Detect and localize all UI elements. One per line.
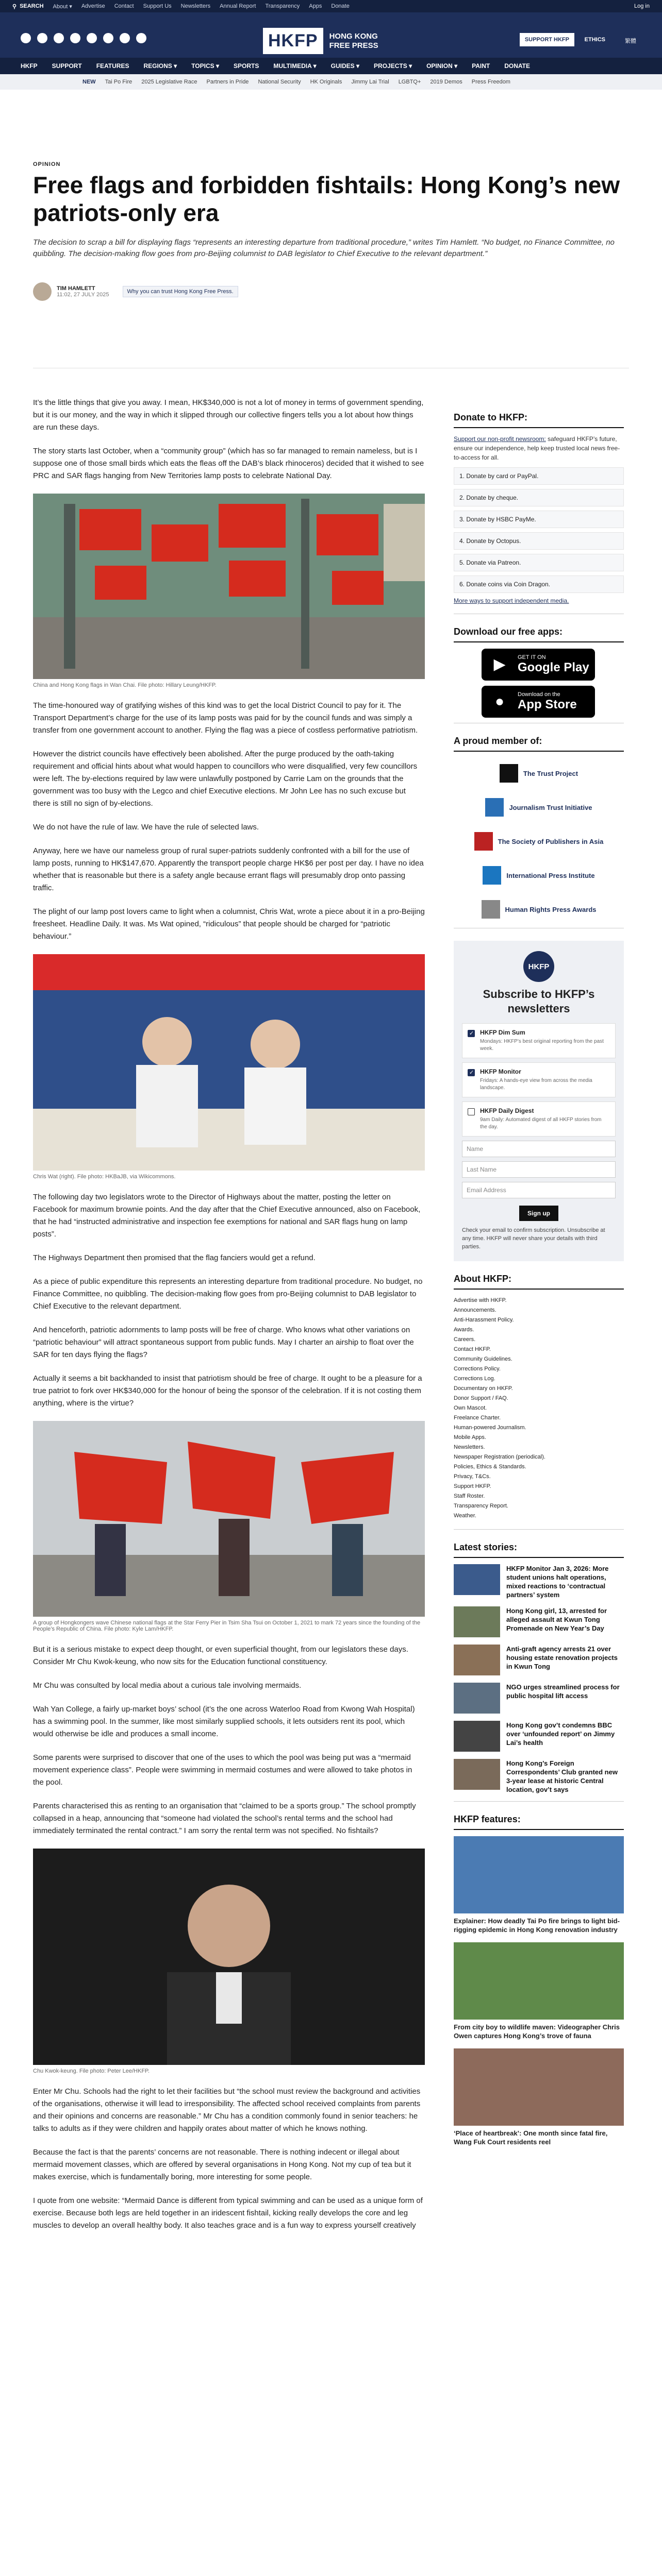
trending-bar: [0, 74, 662, 90]
signup-note: Check your email to confirm subscription. Unsubscribe at any time. HKFP will never share your details with third parties.: [462, 1227, 605, 1250]
story-title[interactable]: Hong Kong’s Foreign Correspondents’ Club granted new 3-year lease at historic Central location, gov’t says: [506, 1759, 618, 1793]
member-logo[interactable]: [454, 792, 624, 823]
logo-line-1: HONG KONG: [329, 31, 378, 41]
about-link[interactable]: Own Mascot.: [454, 1405, 487, 1411]
newsletter-desc: Mondays: HKFP’s best original reporting from the past week.: [480, 1039, 604, 1052]
feature-image: [454, 1942, 624, 2020]
support-button[interactable]: SUPPORT HKFP: [520, 33, 574, 46]
about-link[interactable]: Staff Roster.: [454, 1493, 485, 1499]
trending-label: NEW: [82, 79, 96, 85]
story-thumbnail: [454, 1721, 500, 1752]
facebook-icon[interactable]: [21, 33, 31, 43]
youtube-icon[interactable]: [87, 33, 97, 43]
trending-item[interactable]: National Security: [258, 79, 301, 85]
nav-regions[interactable]: REGIONS ▾: [143, 62, 177, 70]
paragraph: We do not have the rule of law. We have the rule of selected laws.: [33, 823, 259, 832]
donate-option[interactable]: 5. Donate via Patreon.: [454, 554, 624, 571]
logo-line-2: FREE PRESS: [329, 41, 378, 50]
about-link[interactable]: Corrections Policy.: [454, 1366, 501, 1372]
story-thumbnail: [454, 1759, 500, 1790]
apps-heading: Download our free apps:: [454, 626, 624, 642]
member-name: The Trust Project: [523, 769, 578, 777]
topbar-link-support[interactable]: Support Us: [143, 3, 172, 9]
paragraph: And henceforth, patriotic adornments to lamp posts will be free of charge. Who knows what other variations on “patriotic behaviour” will attract spontaneous support from public funds. May I charter an airship to float over the SAR for ten days flying the flags?: [33, 1326, 414, 1359]
paragraph: The story starts last October, when a “community group” (which has so far managed to remain nameless, but is I suppose one of those small birds which eats the fleas off the DAB’s black rhinoceros) decided that it wished to see PRC and SAR flags hanging from New Territories lamp posts to celebrate National Day.: [33, 447, 424, 480]
story-item[interactable]: [454, 1564, 624, 1599]
story-thumbnail: [454, 1606, 500, 1637]
publish-date: 11:02, 27 JULY 2025: [57, 292, 109, 298]
paragraph: But it is a serious mistake to expect deep thought, or even superficial thought, from our legislators these days. Consider Mr Chu Kwok-keung, who now sits for the Education functional constituency.: [33, 1645, 408, 1666]
social-links: [21, 33, 146, 43]
article-lede: The decision to scrap a bill for displaying flags “represents an interesting departure from traditional procedure,” writes Tim Hamlett. “No budget, no Finance Committee, no quibbling. The decision-making flow goes from pro-Beijing columnist to DAB legislator to Chief Executive to the relevant department.”: [33, 238, 615, 258]
x-icon[interactable]: [37, 33, 47, 43]
newsletter-name: HKFP Monitor: [480, 1068, 521, 1075]
login-link[interactable]: Log in: [634, 3, 650, 9]
topbar-link-contact[interactable]: Contact: [114, 3, 134, 9]
paragraph: It’s the little things that give you away. I mean, HK$340,000 is not a lot of money in terms of government spending, but it is our money, and the way in which it slipped through our collective fingers tells you a lot about how things are run these days.: [33, 398, 424, 432]
about-link[interactable]: Careers.: [454, 1336, 476, 1343]
feature-item[interactable]: [454, 1942, 624, 2040]
signup-button[interactable]: Sign up: [519, 1206, 558, 1221]
trust-project-icon: [500, 764, 518, 783]
author-avatar: [33, 282, 52, 301]
topbar-link-annual-report[interactable]: Annual Report: [220, 3, 256, 9]
about-heading: About HKFP:: [454, 1274, 624, 1290]
about-box: [454, 1274, 624, 1530]
paragraph: The time-honoured way of gratifying wishes of this kind was to get the local District Council to pay for it. The Transport Department’s charge for the use of its lamp posts was paid for by the council funds and was simply a transfer from one government account to another. Flying the flag was a piece of costless performative patriotism.: [33, 701, 418, 735]
about-list: [454, 1296, 624, 1521]
donate-intro-text: safeguard HKFP’s future, ensure our independence, help keep trusted local news free-to-access for all.: [454, 435, 620, 461]
logo-wordmark: [329, 32, 378, 50]
paragraph: Mr Chu was consulted by local media about a curious tale involving mermaids.: [33, 1681, 302, 1690]
paragraph: The following day two legislators wrote to the Director of Highways about the matter, posting the letter on Facebook for maximum brownie points. And the day after that the Chief Executive announced, also on Facebook, that he had “instructed administrative and inspection fee exemptions for national and SAR flags hung on lamp posts”.: [33, 1193, 421, 1239]
about-link[interactable]: Privacy, T&Cs.: [454, 1473, 491, 1480]
story-item[interactable]: [454, 1683, 624, 1714]
paragraph: The plight of our lamp post lovers came to light when a columnist, Chris Wat, wrote a piece about it in a pro-Beijing freesheet. Headline Daily. It was. Ms Wat opined, “ridiculous” that people should be charged for “patriotic behaviour.”: [33, 907, 425, 941]
masthead: [0, 12, 662, 74]
last-name-input[interactable]: Last Name: [462, 1161, 616, 1178]
trending-item[interactable]: Partners in Pride: [206, 79, 249, 85]
flag-wavers-photo: [33, 1421, 425, 1617]
topbar-link-advertise[interactable]: Advertise: [81, 3, 105, 9]
donate-option[interactable]: 3. Donate by HSBC PayMe.: [454, 511, 624, 528]
search-label: SEARCH: [20, 3, 44, 9]
hrpa-icon: [482, 900, 500, 919]
paragraph: The Highways Department then promised that the flag fanciers would get a refund.: [33, 1253, 316, 1262]
story-thumbnail: [454, 1683, 500, 1714]
member-logo[interactable]: [454, 894, 624, 925]
donate-intro: [454, 434, 624, 462]
article-title: Free flags and forbidden fishtails: Hong Kong’s new patriots-only era: [33, 172, 620, 226]
about-link[interactable]: Community Guidelines.: [454, 1356, 512, 1362]
google-play-top: GET IT ON: [518, 654, 546, 660]
topbar-link-apps[interactable]: Apps: [309, 3, 322, 9]
story-item[interactable]: [454, 1759, 624, 1794]
google-play-bottom: Google Play: [518, 660, 589, 674]
newsletter-option-dim-sum[interactable]: [462, 1023, 616, 1058]
hkfp-features: [454, 1814, 624, 2146]
figure-caption: China and Hong Kong flags in Wan Chai. File photo: Hillary Leung/HKFP.: [33, 682, 217, 688]
feature-image: [454, 2048, 624, 2126]
donate-option[interactable]: 2. Donate by cheque.: [454, 489, 624, 506]
section-label[interactable]: OPINION: [33, 161, 61, 167]
about-link[interactable]: Newsletters.: [454, 1444, 485, 1450]
chris-wat-photo: [33, 954, 425, 1171]
donate-option[interactable]: 1. Donate by card or PayPal.: [454, 467, 624, 485]
google-play-button[interactable]: [482, 649, 595, 681]
trending-item[interactable]: 2025 Legislative Race: [141, 79, 197, 85]
about-link[interactable]: Donor Support / FAQ.: [454, 1395, 508, 1401]
about-link[interactable]: Advertise with HKFP.: [454, 1297, 507, 1303]
linkedin-icon[interactable]: [103, 33, 113, 43]
paragraph: Actually it seems a bit backhanded to insist that patriotism should be free of charge. It ought to be a pleasure for a true patriot to fork over HK$340,000 for the honour of being the sponsor of the celebration. If it is not costing them anything, where is the virtue?: [33, 1374, 422, 1408]
ipi-icon: [483, 866, 501, 885]
article-body: [33, 397, 425, 2243]
feature-image: [454, 1836, 624, 1913]
newsletter-option-daily-digest[interactable]: [462, 1101, 616, 1137]
story-item[interactable]: [454, 1606, 624, 1637]
member-name: International Press Institute: [506, 871, 595, 879]
about-link[interactable]: Contact HKFP.: [454, 1346, 491, 1352]
nav-home[interactable]: HKFP: [21, 62, 38, 70]
apps-box: [454, 626, 624, 723]
about-link[interactable]: Newspaper Registration (periodical).: [454, 1454, 545, 1460]
topbar-link-newsletters[interactable]: Newsletters: [180, 3, 211, 9]
figure-caption: Chu Kwok-keung. File photo: Peter Lee/HKFP.: [33, 2068, 150, 2074]
topbar-link-about[interactable]: About ▾: [53, 3, 72, 10]
member-logo[interactable]: [454, 758, 624, 789]
latest-heading: Latest stories:: [454, 1542, 624, 1558]
feature-title[interactable]: From city boy to wildlife maven: Videographer Chris Owen captures Hong Kong’s trove of fauna: [454, 2023, 620, 2040]
app-store-button[interactable]: [482, 686, 595, 718]
newsletter-name: HKFP Dim Sum: [480, 1029, 525, 1036]
figure-caption: A group of Hongkongers wave Chinese national flags at the Star Ferry Pier in Tsim Sha Tsui on October 1, 2021 to mark 72 years since the founding of the People’s Republic of China. File photo: Kyle Lam/HKFP.: [33, 1620, 421, 1632]
email-input[interactable]: Email Address: [462, 1182, 616, 1198]
paragraph: Because the fact is that the parents’ concerns are not reasonable. There is nothing indecent or illegal about mermaid movement classes, which are offered by several organisations in Hong Kong. Not my cup of tea but it makes exercise, which is fundamentally boring, more interesting for some people.: [33, 2148, 411, 2181]
apple-icon: ●: [494, 693, 505, 710]
checkbox[interactable]: [468, 1030, 475, 1037]
newsletter-signup: [454, 941, 624, 1261]
rss-icon[interactable]: [136, 33, 146, 43]
sidebar: [454, 412, 624, 2155]
paragraph: However the district councils have effectively been abolished. After the purge produced by the oath-taking requirement and official hints about what would happen to councillors who were disqualified, very few councillors were left. The by-elections required by law were unlawfully postponed by Carrie Lam on the grounds that the government was too busy with the Legco and chief Executive elections. Mr John Lee has no such excuse but there is still no sign of by-elections.: [33, 750, 418, 808]
logo-mark: HKFP: [263, 28, 323, 54]
figure: [33, 1421, 425, 1632]
donate-heading: Donate to HKFP:: [454, 412, 624, 428]
story-item[interactable]: [454, 1721, 624, 1752]
byline: [33, 282, 238, 301]
story-title[interactable]: Anti-graft agency arrests 21 over housing estate renovation projects in Kwun Tong: [506, 1645, 618, 1670]
author-name[interactable]: TIM HAMLETT: [57, 285, 95, 292]
about-link[interactable]: Awards.: [454, 1327, 474, 1333]
newsletter-logo: HKFP: [523, 951, 554, 982]
feature-item[interactable]: [454, 2048, 624, 2146]
ways-to-support-link[interactable]: More ways to support independent media.: [454, 597, 569, 604]
checkbox[interactable]: [468, 1108, 475, 1115]
chu-kwok-keung-photo: [33, 1849, 425, 2065]
about-link[interactable]: Mobile Apps.: [454, 1434, 486, 1440]
about-link[interactable]: Freelance Charter.: [454, 1415, 501, 1421]
about-link[interactable]: Policies, Ethics & Standards.: [454, 1464, 526, 1470]
about-link[interactable]: Documentary on HKFP.: [454, 1385, 513, 1392]
nav-sports[interactable]: SPORTS: [233, 62, 259, 70]
features-heading: HKFP features:: [454, 1814, 624, 1830]
about-link[interactable]: Announcements.: [454, 1307, 496, 1313]
members-box: [454, 736, 624, 928]
member-name: Human Rights Press Awards: [505, 905, 597, 913]
story-item[interactable]: [454, 1645, 624, 1675]
trending-item[interactable]: 2019 Demos: [430, 79, 462, 85]
search-icon: ⚲: [12, 3, 17, 10]
newsletter-heading: Subscribe to HKFP’s newsletters: [483, 988, 595, 1015]
figure: [33, 954, 425, 1180]
feature-item[interactable]: [454, 1836, 624, 1934]
about-link[interactable]: Support HKFP.: [454, 1483, 491, 1489]
nav-projects[interactable]: PROJECTS ▾: [374, 62, 412, 70]
donate-option[interactable]: 4. Donate by Octopus.: [454, 532, 624, 550]
language-link[interactable]: 繁體: [625, 38, 636, 44]
paragraph: As a piece of public expenditure this represents an interesting departure from traditional procedure. No budget, no Finance Committee, no quibbling. The decision-making flow goes from pro-Beijing columnist to DAB legislator to Chief Executive to the relevant department.: [33, 1277, 423, 1311]
about-link[interactable]: Corrections Log.: [454, 1376, 495, 1382]
paragraph: Enter Mr Chu. Schools had the right to let their facilities but “the school must review the background and activities of the organisations, otherwise it will lead to irresponsibility. The affected school received complaints from parents and their opinions and concerns are reasonable.” Mr Chu has a condition commonly found in senior teachers: he talks to adults as if they were children and happily orates about matter of which he knows nothing.: [33, 2087, 421, 2133]
trending-item[interactable]: Tai Po Fire: [105, 79, 133, 85]
ethics-link[interactable]: ETHICS: [584, 37, 605, 43]
nav-donate[interactable]: DONATE: [504, 62, 531, 70]
members-heading: A proud member of:: [454, 736, 624, 752]
paragraph: Some parents were surprised to discover that one of the uses to which the pool was being put was a “mermaid movement experience class”. People were swimming in mermaid costumes and were allowed to take photos in the pool.: [33, 1753, 412, 1787]
app-store-bottom: App Store: [518, 698, 577, 711]
donate-box: [454, 412, 624, 614]
nav-support[interactable]: SUPPORT: [52, 62, 82, 70]
story-title[interactable]: Hong Kong gov’t condemns BBC over ‘unfounded report’ on Jimmy Lai’s health: [506, 1721, 615, 1747]
nav-guides[interactable]: GUIDES ▾: [330, 62, 360, 70]
figure: [33, 494, 425, 688]
search-button[interactable]: [12, 3, 44, 10]
member-logo[interactable]: [454, 826, 624, 857]
nav-paint[interactable]: PAINT: [472, 62, 490, 70]
trending-item[interactable]: HK Originals: [310, 79, 342, 85]
topbar-link-donate[interactable]: Donate: [331, 3, 350, 9]
donate-option[interactable]: 6. Donate coins via Coin Dragon.: [454, 575, 624, 593]
sopa-icon: [474, 832, 493, 851]
telegram-icon[interactable]: [120, 33, 130, 43]
nav-opinion[interactable]: OPINION ▾: [426, 62, 458, 70]
threads-icon[interactable]: [70, 33, 80, 43]
paragraph: I quote from one website: “Mermaid Dance is different from typical swimming and can be used as a unique form of exercise. Because both legs are held together in an iridescent fishtail, kicking really develops the core and leg muscles to develop an overall healthy body. It also teaches grace and is a fun way to express yourself creatively: [33, 2196, 423, 2230]
trending-item[interactable]: Jimmy Lai Trial: [351, 79, 389, 85]
feature-title[interactable]: Explainer: How deadly Tai Po fire brings to light bid-rigging epidemic in Hong Kong renovation industry: [454, 1917, 620, 1934]
app-store-top: Download on the: [518, 691, 560, 698]
nav-features[interactable]: FEATURES: [96, 62, 129, 70]
story-title[interactable]: Hong Kong girl, 13, arrested for alleged assault at Kwun Tong Promenade on New Year’s Day: [506, 1607, 607, 1632]
paragraph: Wah Yan College, a fairly up-market boys’ school (it’s the one across Waterloo Road from Kwong Wah Hospital) has a swimming pool. In the summer, like most similarly supplied schools, it lets outsiders rent its pool, which would otherwise be idle and produces a small income.: [33, 1705, 415, 1738]
newsletter-desc: 9am Daily: Automated digest of all HKFP stories from the day.: [480, 1117, 602, 1130]
jti-icon: [485, 798, 504, 817]
instagram-icon[interactable]: [54, 33, 64, 43]
member-name: Journalism Trust Initiative: [509, 803, 592, 811]
newsletter-option-monitor[interactable]: [462, 1062, 616, 1097]
paragraph: Parents characterised this as renting to an organisation that “claimed to be a sports group.” The school promptly collapsed in a heap, announcing that “someone had violated the school’s rental terms and the school had immediately terminated the rental contract.” I am sorry the rental term was not specified. No fishtails?: [33, 1802, 416, 1835]
trending-item[interactable]: Press Freedom: [471, 79, 510, 85]
main-nav: [0, 58, 662, 74]
name-input[interactable]: Name: [462, 1141, 616, 1157]
newsletter-desc: Fridays: A hands-eye view from across the media landscape.: [480, 1078, 592, 1091]
story-thumbnail: [454, 1645, 500, 1675]
newsletter-name: HKFP Daily Digest: [480, 1107, 534, 1114]
latest-stories: [454, 1542, 624, 1802]
about-link[interactable]: Weather.: [454, 1513, 476, 1519]
google-play-icon: ▶: [493, 656, 506, 673]
topbar-link-transparency[interactable]: Transparency: [265, 3, 300, 9]
feature-title[interactable]: ‘Place of heartbreak’: One month since fatal fire, Wang Fuk Court residents reel: [454, 2129, 608, 2146]
checkbox[interactable]: [468, 1069, 475, 1076]
trending-item[interactable]: LGBTQ+: [398, 79, 421, 85]
member-name: The Society of Publishers in Asia: [498, 837, 604, 845]
donate-intro-link[interactable]: Support our non-profit newsroom:: [454, 435, 546, 443]
about-link[interactable]: Anti-Harassment Policy.: [454, 1317, 514, 1323]
trust-link[interactable]: Why you can trust Hong Kong Free Press.: [123, 286, 238, 297]
utility-bar: [0, 0, 662, 12]
member-logo[interactable]: [454, 860, 624, 891]
figure: [33, 1849, 425, 2074]
about-link[interactable]: Transparency Report.: [454, 1503, 508, 1509]
about-link[interactable]: Human-powered Journalism.: [454, 1425, 526, 1431]
story-title[interactable]: HKFP Monitor Jan 3, 2026: More student unions halt operations, mixed reactions to ‘contractual partners’ system: [506, 1565, 609, 1599]
nav-topics[interactable]: TOPICS ▾: [191, 62, 219, 70]
site-logo[interactable]: [263, 28, 378, 54]
flags-photo: [33, 494, 425, 679]
paragraph: Anyway, here we have our nameless group of rural super-patriots suddenly confronted with a bill for the use of lamp posts, running to HK$147,670. Apparently the transport people charge HK$6 per post per day. I have no idea whether that is reasonable but there is a safety angle because errant flags will presumably drop onto passing traffic.: [33, 846, 424, 892]
nav-multimedia[interactable]: MULTIMEDIA ▾: [273, 62, 317, 70]
story-thumbnail: [454, 1564, 500, 1595]
story-title[interactable]: NGO urges streamlined process for public hospital lift access: [506, 1683, 620, 1700]
figure-caption: Chris Wat (right). File photo: HKBaJB, via Wikicommons.: [33, 1174, 176, 1180]
